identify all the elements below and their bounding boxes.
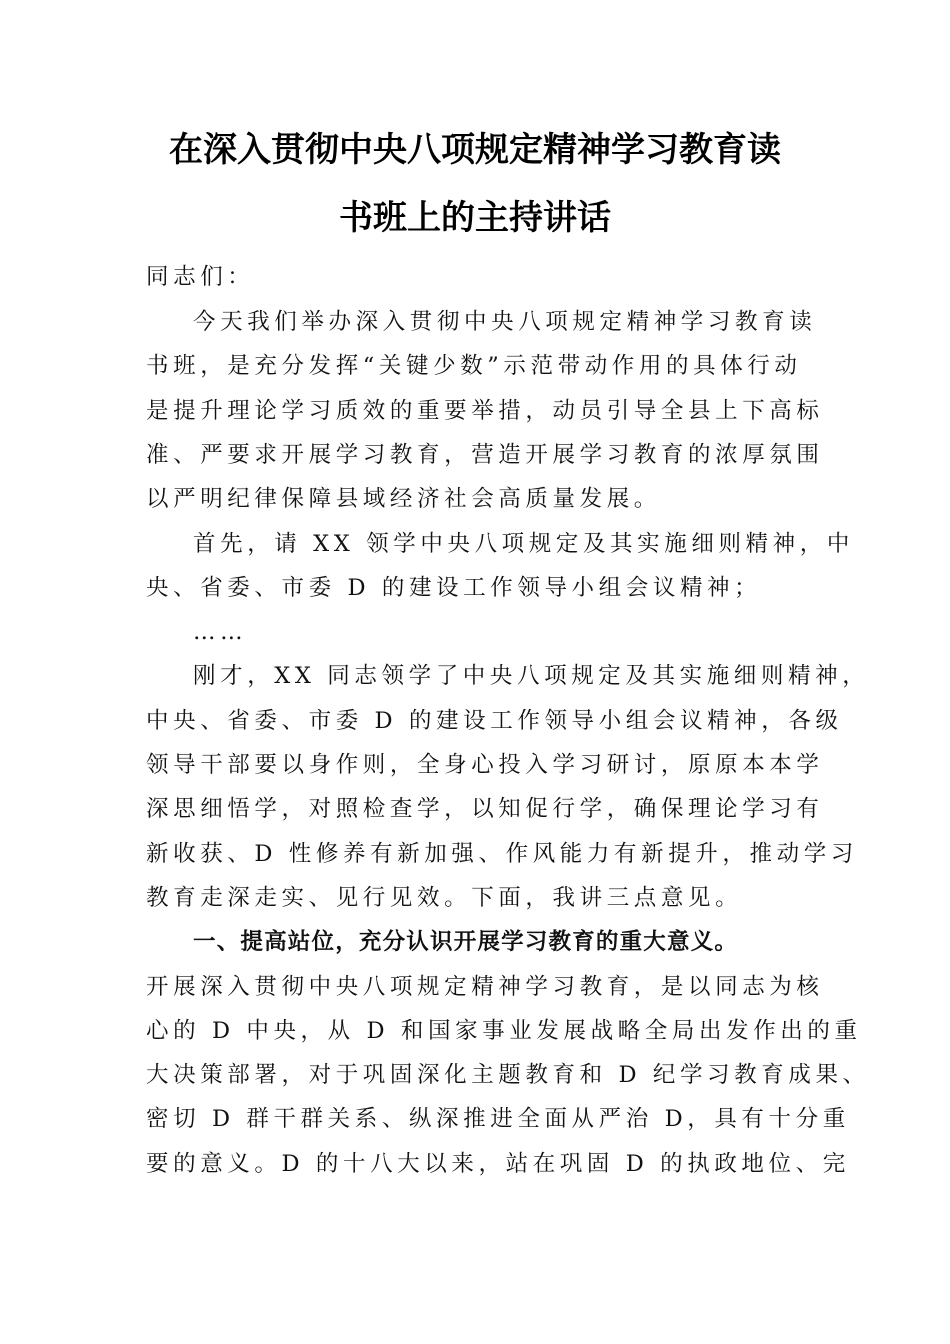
body-line: 密切 D 群干群关系、纵深推进全面从严治 D，具有十分重 <box>146 1106 850 1133</box>
body-line: 深思细悟学，对照检查学，以知促行学，确保理论学习有 <box>146 796 824 823</box>
body-line: …… <box>193 619 248 646</box>
body-line: 以严明纪律保障县域经济社会高质量发展。 <box>146 486 661 513</box>
body-line: 心的 D 中央，从 D 和国家事业发展战略全局出发作出的重 <box>146 1017 862 1044</box>
body-line: 今天我们举办深入贯彻中央八项规定精神学习教育读 <box>193 309 817 335</box>
body-line: 要的意义。D 的十八大以来，站在巩固 D 的执政地位、完 <box>146 1150 850 1177</box>
body-line: 领导干部要以身作则，全身心投入学习研讨，原原本本学 <box>146 752 824 778</box>
salutation: 同志们： <box>146 264 255 290</box>
body-line: 书班，是充分发挥“关键少数”示范带动作用的具体行动 <box>146 353 802 380</box>
body-line: 首先，请 XX 领学中央八项规定及其实施细则精神，中 <box>193 530 854 557</box>
section-heading: 一、提高站位，充分认识开展学习教育的重大意义。 <box>193 929 739 956</box>
body-line: 是提升理论学习质效的重要举措，动员引导全县上下高标 <box>146 397 824 424</box>
body-line: 教育走深走实、见行见效。下面，我讲三点意见。 <box>146 884 743 911</box>
body-line: 刚才，XX 同志领学了中央八项规定及其实施细则精神， <box>193 663 870 690</box>
body-line: 新收获、D 性修养有新加强、作风能力有新提升，推动学习 <box>146 840 858 867</box>
body-line: 准、严要求开展学习教育，营造开展学习教育的浓厚氛围 <box>146 441 824 468</box>
document-title-line-2: 书班上的主持讲话 <box>339 198 611 238</box>
document-title-line-1: 在深入贯彻中央八项规定精神学习教育读 <box>169 130 781 170</box>
body-line: 开展深入贯彻中央八项规定精神学习教育，是以同志为核 <box>146 973 824 1000</box>
body-line: 大决策部署，对于巩固深化主题教育和 D 纪学习教育成果、 <box>146 1062 870 1089</box>
body-line: 中央、省委、市委 D 的建设工作领导小组会议精神，各级 <box>146 707 843 734</box>
body-line: 央、省委、市委 D 的建设工作领导小组会议精神； <box>146 574 762 601</box>
